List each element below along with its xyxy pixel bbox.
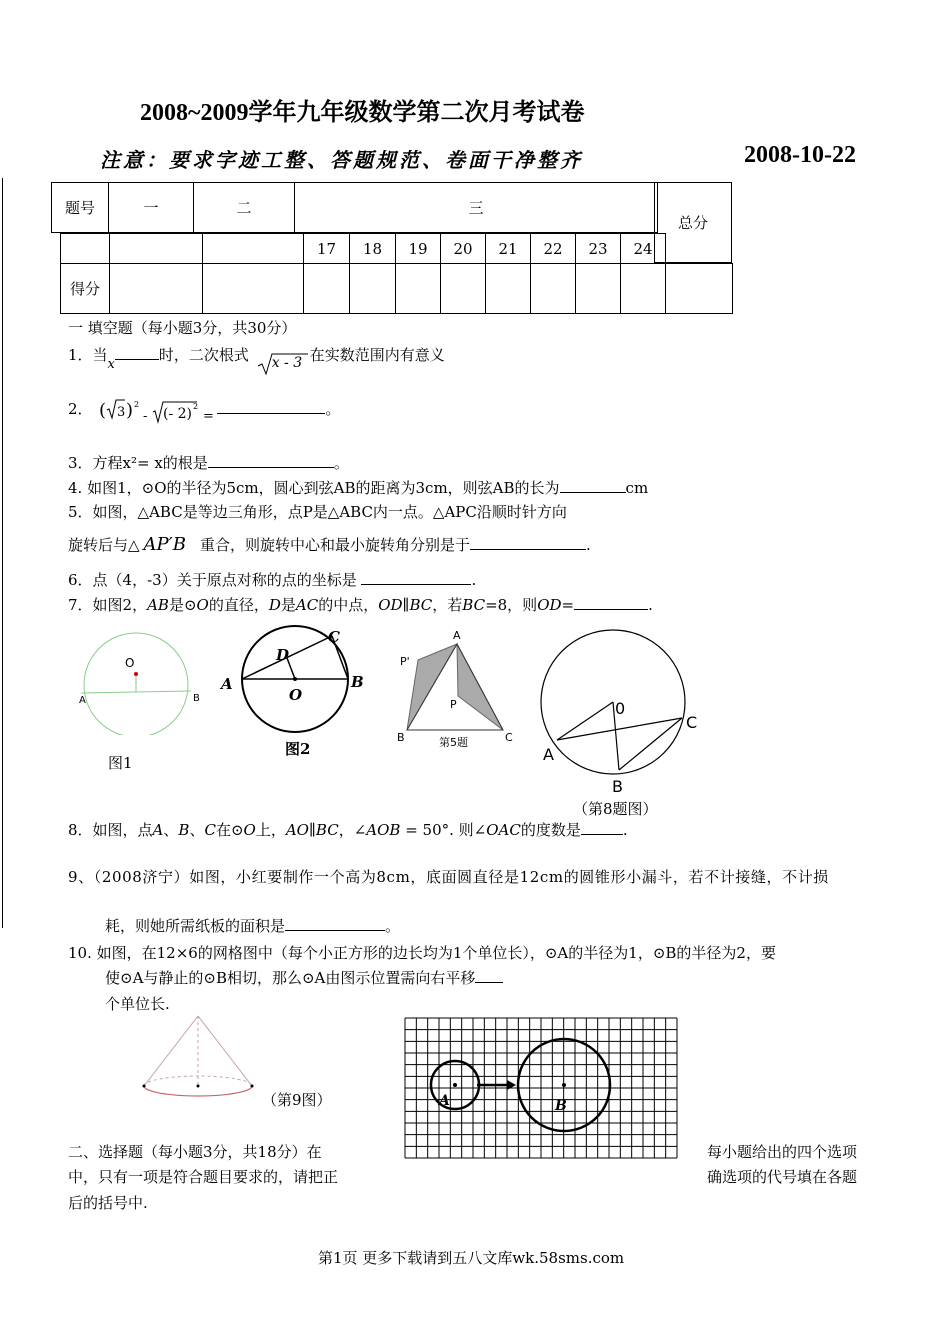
question-3: 3．方程x²= x的根是 。 [68,454,349,472]
question-number-row [60,233,666,264]
qnum-18: 18 [350,234,396,264]
cone-left-edge [144,1016,198,1086]
cone-right-edge [198,1016,252,1086]
fig1-label-b: B [193,693,200,704]
fig2-label-b: B [351,673,364,691]
section2-right-line1: 每小题给出的四个选项 [707,1143,858,1161]
fig8-label-c: C [686,713,698,732]
fig5-caption: 第5题 [439,736,468,749]
defen-cell: 得分 [61,264,110,314]
fig8-label-a: A [543,745,554,764]
section2-right-line2: 确选项的代号填在各题 [707,1168,858,1186]
figure-8 [535,622,710,798]
fig1-center-dot [134,672,138,676]
svg-text:2: 2 [134,400,140,409]
fig2-label-c: C [328,628,340,646]
section3-cell: 三 [295,183,658,233]
page-footer: 第1页 更多下载请到五八文库wk.58sms.com [318,1249,625,1267]
figure-2 [215,622,370,742]
svg-text:): ) [126,400,134,421]
figure-10-grid [403,1017,679,1160]
question-10-line1: 10. 如图，在12×6的网格图中（每个小正方形的边长均为1个单位长），⊙A的半径为1，⊙B的半径为2，要 [68,944,776,962]
fig9-caption: （第9图） [262,1091,332,1109]
question-8: 8．如图，点A、B、C在⊙O上，AO∥BC，∠AOB = 50°. 则∠OAC的度数是 . [68,821,628,839]
qnum-23: 23 [576,234,621,264]
section2-left-line3: 后的括号中. [68,1194,148,1212]
svg-text:=: = [203,409,215,424]
fig5-label-c: C [505,731,513,744]
q2-expression [97,396,217,424]
question-9-line1: 9、（2008济宁）如图，小红要制作一个高为8cm，底面圆直径是12cm的圆锥形小漏斗，若不计接缝，不计损 [68,868,829,886]
fig8-chord-ac [557,718,682,740]
fig5-label-p1: P' [400,655,410,668]
fig2-caption: 图2 [285,740,311,758]
fig2-label-d: D [276,646,290,664]
fig5-label-b: B [397,731,405,744]
fig2-label-a: A [221,675,233,693]
fig2-label-o: O [289,686,303,704]
svg-text:(: ( [99,400,107,421]
question-4: 4. 如图1，⊙O的半径为5cm，圆心到弦AB的距离为3cm，则弦AB的长为 cm [68,479,649,497]
figure-1 [75,625,205,735]
left-margin-line [2,178,3,928]
fig2-center-dot [293,677,297,681]
question-10-line2: 使⊙A与静止的⊙B相切，那么⊙A由图示位置需向右平移 [105,967,503,988]
qnum-17: 17 [304,234,350,264]
svg-text:(- 2): (- 2) [163,406,193,422]
qnum-20: 20 [441,234,486,264]
qnum-24: 24 [621,234,666,264]
fig1-caption: 图1 [108,754,133,772]
fig8-caption: （第8题图） [573,800,658,818]
question-2: 2． ( 3 ) 2 - (- 2) 2 = 。 [68,396,340,424]
svg-text:-: - [143,409,148,424]
qnum-19: 19 [396,234,441,264]
svg-text:3: 3 [117,405,126,420]
figure-9-cone [138,1010,263,1100]
fig5-label-a: A [453,629,461,642]
question-10-line3: 个单位长. [105,995,170,1013]
fig8-segment-oa [557,702,613,740]
section2-cell: 二 [194,183,295,233]
radical-expression: x - 3 [256,352,308,376]
score-row [60,263,733,314]
fig1-label-a: A [79,695,86,706]
qnum-22: 22 [531,234,576,264]
exam-date: 2008-10-22 [744,142,856,168]
question-1: 1．当x时，二次根式 x - 3 在实数范围内有意义 [68,344,445,368]
section2-left-line1: 二、选择题（每小题3分，共18分）在 [68,1143,322,1161]
total-cell: 总分 [655,183,732,263]
qnum-21: 21 [486,234,531,264]
score-table-header [51,182,658,233]
question-9-line2: 耗，则她所需纸板的面积是 。 [105,917,401,935]
figure-5 [393,626,523,751]
tihao-cell: 题号 [52,183,109,233]
fig1-label-o: O [125,656,135,670]
fig8-label-b: B [612,777,623,796]
grid-label-a: A [439,1093,450,1109]
fig8-chord-bc [619,718,682,770]
grid-label-b: B [555,1098,567,1114]
section1-heading: 一 填空题（每小题3分，共30分） [68,319,297,337]
question-5-line2: 旋转后与△ AP′B 重合，则旋转中心和最小旋转角分别是于 . [68,534,591,555]
section1-cell: 一 [109,183,194,233]
page-title: 2008~2009学年九年级数学第二次月考试卷 [140,100,585,126]
section2-left-line2: 中，只有一项是符合题目要求的，请把正 [68,1168,339,1186]
svg-text:2: 2 [193,402,199,411]
fig8-label-o: 0 [615,699,626,718]
question-7: 7．如图2，AB是⊙O的直径，D是AC的中点，OD∥BC，若BC=8，则OD= . [68,596,653,614]
fig5-label-p: P [450,698,457,711]
question-5-line1: 5．如图，△ABC是等边三角形，点P是△ABC内一点。△APC沿顺时针方向 [68,503,567,521]
notice-text: 注意：要求字迹工整、答题规范、卷面干净整齐 [100,148,583,172]
question-6: 6．点（4，-3）关于原点对称的点的坐标是 . [68,571,477,589]
